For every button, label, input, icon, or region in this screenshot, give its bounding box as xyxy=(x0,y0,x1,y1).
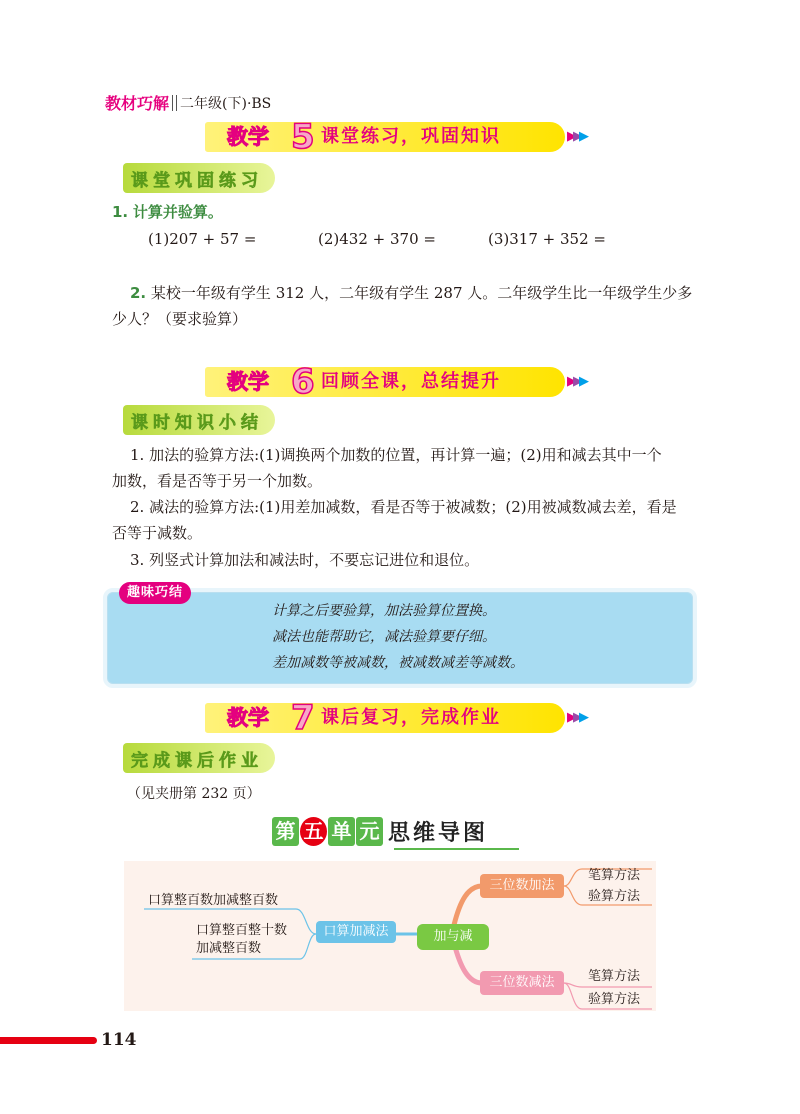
homework-reference: （见夹册第 232 页） xyxy=(127,786,261,802)
title-char-4: 元 xyxy=(356,817,383,846)
running-header xyxy=(105,91,271,114)
banner-step-label: 教学 xyxy=(227,706,269,730)
banner-step-label: 教学 xyxy=(227,125,269,149)
subtitle-practice xyxy=(123,163,275,193)
connector-add3 xyxy=(454,886,482,925)
sub3-item-1: 笔算方法 xyxy=(588,969,641,984)
summary-point-2-line-2: 否等于减数。 xyxy=(112,524,203,542)
mind-map-mental-node: 口算加减法 xyxy=(316,921,396,943)
mind-map-sub3-node: 三位数减法 xyxy=(480,971,564,995)
subtitle-summary xyxy=(123,405,275,435)
sub3-item-2: 验算方法 xyxy=(588,992,641,1007)
banner-title: 课后复习，完成作业 xyxy=(321,707,501,728)
question-1 xyxy=(112,199,712,225)
section-banner-5 xyxy=(205,117,600,157)
fun-summary-line-1: 计算之后要验算，加法验算位置换。 xyxy=(272,603,496,619)
summary-point-2 xyxy=(112,494,712,546)
add3-item-1: 笔算方法 xyxy=(588,868,641,883)
summary-point-3: 3. 列竖式计算加法和减法时，不要忘记进位和退位。 xyxy=(130,551,480,569)
banner-step-number: 5 xyxy=(291,117,315,157)
question-1-number: 1. xyxy=(112,203,129,221)
summary-point-1-line-1: 1. 加法的验算方法:(1)调换两个加数的位置，再计算一遍；(2)用和减去其中一个 xyxy=(130,446,662,464)
banner-title: 回顾全课，总结提升 xyxy=(321,371,501,392)
title-char-3: 单 xyxy=(328,817,355,846)
calc-item-2: (2)432 + 370 = xyxy=(318,230,436,248)
calc-item-3: (3)317 + 352 = xyxy=(488,230,606,248)
banner-step-label: 教学 xyxy=(227,370,269,394)
mental-item-2: 口算整百整十数 xyxy=(196,923,288,938)
mental-item-3: 加减整百数 xyxy=(196,941,262,956)
question-1-text: 计算并验算。 xyxy=(132,203,223,221)
question-2-line-1: 某校一年级有学生 312 人，二年级有学生 287 人。二年级学生比一年级学生少多 xyxy=(150,284,693,302)
calc-row xyxy=(148,230,658,248)
subtitle-homework-text: 完成课后作业 xyxy=(131,750,263,771)
banner-title: 课堂练习，巩固知识 xyxy=(321,126,501,147)
title-underline xyxy=(394,848,519,850)
title-rest: 思维导图 xyxy=(388,820,489,846)
header-divider xyxy=(172,95,177,111)
triple-arrow-icon: ▶▶▶ xyxy=(567,129,585,144)
title-char-1: 第 xyxy=(272,817,299,846)
subtitle-practice-text: 课堂巩固练习 xyxy=(131,170,263,191)
question-2-number: 2. xyxy=(130,284,147,302)
section-banner-7 xyxy=(205,698,600,738)
book-brand: 教材巧解 xyxy=(105,94,170,113)
banner-step-number: 7 xyxy=(291,698,315,738)
mental-item-1: 口算整百数加减整百数 xyxy=(148,893,279,908)
page-number-bar xyxy=(0,1037,97,1044)
fun-summary-line-2: 减法也能帮助它，减法验算要仔细。 xyxy=(272,629,496,645)
question-2-line-2: 少人？（要求验算） xyxy=(112,310,248,328)
banner-step-number: 6 xyxy=(291,362,315,402)
mind-map-add3-node: 三位数加法 xyxy=(480,874,564,898)
mind-map-root: 加与减 xyxy=(417,924,489,950)
summary-point-2-line-1: 2. 减法的验算方法:(1)用差加减数，看是否等于被减数；(2)用被减数减去差，看是 xyxy=(130,498,677,516)
fun-summary-line-3: 差加减数等被减数，被减数减差等减数。 xyxy=(272,655,524,671)
page-number: 114 xyxy=(101,1030,137,1050)
title-char-2: 五 xyxy=(300,817,327,846)
fun-summary-tag: 趣味巧结 xyxy=(119,582,191,604)
triple-arrow-icon: ▶▶▶ xyxy=(567,374,585,389)
book-grade: 二年级(下)·BS xyxy=(180,95,272,112)
summary-point-1-line-2: 加数，看是否等于另一个加数。 xyxy=(112,472,323,490)
triple-arrow-icon: ▶▶▶ xyxy=(567,710,585,725)
section-banner-6 xyxy=(205,362,600,402)
subtitle-homework xyxy=(123,743,275,773)
subtitle-summary-text: 课时知识小结 xyxy=(131,412,263,433)
question-2 xyxy=(112,280,712,332)
summary-point-1 xyxy=(112,442,712,494)
add3-item-2: 验算方法 xyxy=(588,889,641,904)
calc-item-1: (1)207 + 57 = xyxy=(148,230,257,248)
mind-map-title xyxy=(272,814,488,848)
